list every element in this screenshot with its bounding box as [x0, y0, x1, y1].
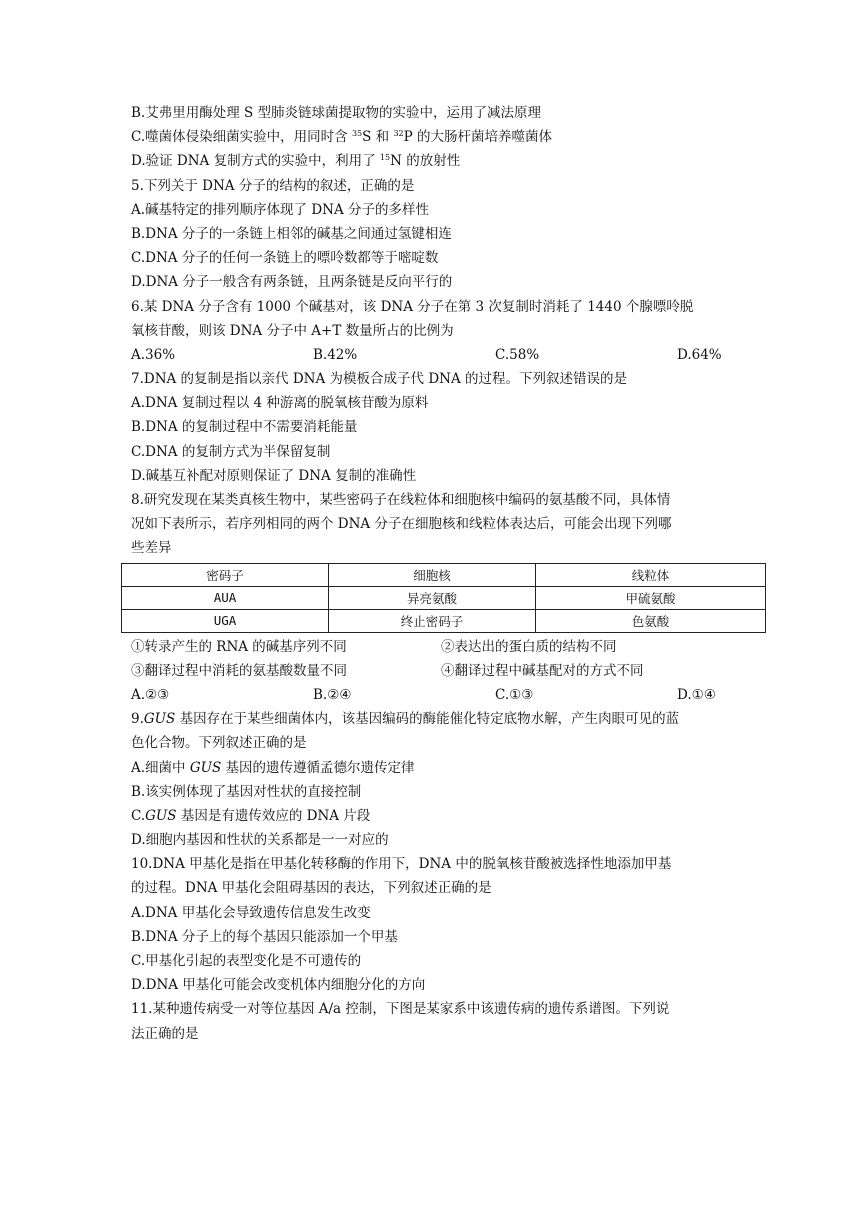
q8-option-a: A.②③ — [131, 686, 170, 703]
q8-stem-line3: 些差异 — [131, 540, 172, 557]
table-row — [122, 609, 766, 632]
q5-option-b: B.DNA 分子的一条链上相邻的碱基之间通过氢键相连 — [131, 225, 452, 242]
q8-statement-1: ①转录产生的 RNA 的碱基序列不同 — [131, 638, 347, 655]
q9-stem-line1: 9.GUS 基因存在于某些细菌体内，该基因编码的酶能催化特定底物水解，产生肉眼可见的蓝 — [131, 711, 680, 728]
q6-stem-line1: 6.某 DNA 分子含有 1000 个碱基对，该 DNA 分子在第 3 次复制时消耗了 1440 个腺嘌呤脱 — [131, 298, 694, 315]
q6-stem-line2: 氧核苷酸，则该 DNA 分子中 A+T 数量所占的比例为 — [131, 322, 454, 339]
q7-stem: 7.DNA 的复制是指以亲代 DNA 为模板合成子代 DNA 的过程。下列叙述错误的是 — [131, 371, 627, 388]
q4-option-c: C.噬菌体侵染细菌实验中，用同时含 $^{35}$S 和 $^{32}$P 的大肠杆菌培养噬菌体 — [131, 129, 553, 146]
q9-option-d: D.细胞内基因和性状的关系都是一一对应的 — [131, 832, 389, 849]
q5-option-c: C.DNA 分子的任何一条链上的嘌呤数都等于嘧啶数 — [131, 250, 439, 267]
q7-option-a: A.DNA 复制过程以 4 种游离的脱氧核苷酸为原料 — [131, 395, 429, 412]
q8-statements-row2 — [131, 659, 751, 683]
q6-options — [131, 343, 751, 367]
q9-option-a: A.细菌中 GUS 基因的遗传遵循孟德尔遗传定律 — [131, 759, 415, 776]
q10-option-d: D.DNA 甲基化可能会改变机体内细胞分化的方向 — [131, 977, 426, 994]
q5-stem: 5.下列关于 DNA 分子的结构的叙述，正确的是 — [131, 177, 415, 194]
table-cell: 甲硫氨酸 — [536, 586, 766, 609]
q8-statement-4: ④翻译过程中碱基配对的方式不同 — [441, 662, 644, 679]
table-cell: 色氨酸 — [536, 609, 766, 632]
table-header-row — [122, 563, 766, 586]
table-cell: 异亮氨酸 — [329, 586, 536, 609]
q10-option-a: A.DNA 甲基化会导致遗传信息发生改变 — [131, 904, 371, 921]
table-cell: UGA — [122, 609, 329, 632]
q8-options — [131, 683, 751, 707]
q9-option-c: C.GUS 基因是有遗传效应的 DNA 片段 — [131, 807, 371, 824]
q9-stem-line2: 色化合物。下列叙述正确的是 — [131, 735, 307, 752]
question-content — [131, 101, 751, 1046]
q9-option-b: B.该实例体现了基因对性状的直接控制 — [131, 783, 362, 800]
q4-option-d: D.验证 DNA 复制方式的实验中，利用了 $^{15}$N 的放射性 — [131, 153, 461, 170]
q8-option-b: B.②④ — [313, 686, 352, 703]
q10-stem-line1: 10.DNA 甲基化是指在甲基化转移酶的作用下，DNA 中的脱氧核苷酸被选择性地添加甲基 — [131, 856, 672, 873]
q10-option-b: B.DNA 分子上的每个基因只能添加一个甲基 — [131, 928, 398, 945]
q6-option-c: C.58% — [495, 346, 540, 363]
q11-stem-line1: 11.某种遗传病受一对等位基因 A/a 控制，下图是某家系中该遗传病的遗传系谱图。下列说 — [131, 1001, 670, 1018]
q11-stem-line2: 法正确的是 — [131, 1025, 199, 1042]
q7-option-c: C.DNA 的复制方式为半保留复制 — [131, 443, 331, 460]
q8-stem-line1: 8.研究发现在某类真核生物中，某些密码子在线粒体和细胞核中编码的氨基酸不同，具体情 — [131, 492, 671, 508]
q10-option-c: C.甲基化引起的表型变化是不可遗传的 — [131, 953, 362, 969]
q8-statement-3: ③翻译过程中消耗的氨基酸数量不同 — [131, 662, 347, 679]
q4-option-b: B.艾弗里用酶处理 S 型肺炎链球菌提取物的实验中，运用了减法原理 — [131, 105, 542, 121]
table-header-cell: 密码子 — [122, 563, 329, 586]
q10-stem-line2: 的过程。DNA 甲基化会阻碍基因的表达，下列叙述正确的是 — [131, 880, 492, 897]
q8-statement-2: ②表达出的蛋白质的结构不同 — [441, 638, 617, 655]
q8-option-d: D.①④ — [677, 686, 716, 703]
table-header-cell: 细胞核 — [329, 563, 536, 586]
q8-option-c: C.①③ — [495, 686, 534, 703]
q6-option-b: B.42% — [313, 346, 358, 363]
table-header-cell: 线粒体 — [536, 563, 766, 586]
q6-option-d: D.64% — [677, 346, 722, 363]
q8-stem-line2: 况如下表所示，若序列相同的两个 DNA 分子在细胞核和线粒体表达后，可能会出现下列哪 — [131, 516, 672, 533]
q7-option-d: D.碱基互补配对原则保证了 DNA 复制的准确性 — [131, 467, 417, 484]
q5-option-d: D.DNA 分子一般含有两条链，且两条链是反向平行的 — [131, 274, 453, 291]
codon-table — [121, 563, 766, 633]
q8-statements-row1 — [131, 635, 751, 659]
table-cell: AUA — [122, 586, 329, 609]
table-row — [122, 586, 766, 609]
q5-option-a: A.碱基特定的排列顺序体现了 DNA 分子的多样性 — [131, 201, 430, 218]
table-cell: 终止密码子 — [329, 609, 536, 632]
q6-option-a: A.36% — [131, 346, 176, 363]
q7-option-b: B.DNA 的复制过程中不需要消耗能量 — [131, 419, 358, 436]
